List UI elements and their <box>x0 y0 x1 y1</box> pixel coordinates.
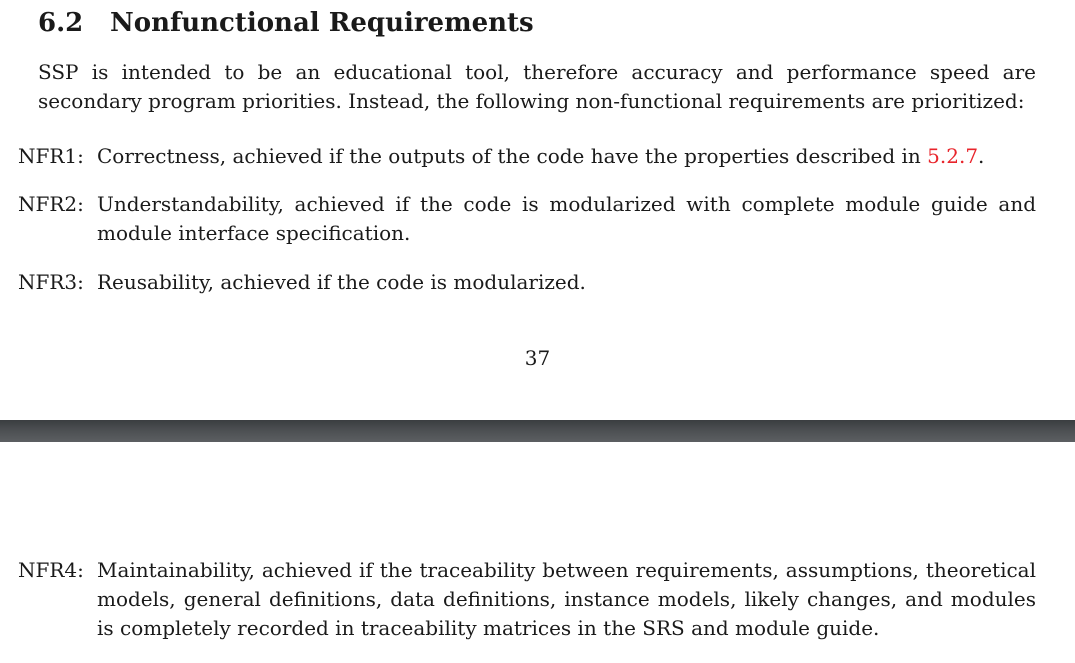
section-heading <box>38 8 534 38</box>
requirement-label: NFR1: <box>18 144 84 168</box>
intro-paragraph: SSP is intended to be an educational tool, therefore accuracy and performance speed are secondary program priorities. Instead, the following non-functional requirements are prioritized: <box>38 60 1036 113</box>
requirement-text-after-link: . <box>978 144 985 168</box>
requirement-text: Reusability, achieved if the code is modularized. <box>97 270 586 294</box>
requirement-nfr4 <box>18 556 1036 643</box>
page-separator <box>0 420 1075 442</box>
requirement-text <box>97 142 1036 171</box>
requirement-label: NFR4: <box>18 558 84 582</box>
document-page-38 <box>0 442 1075 663</box>
requirement-label: NFR2: <box>18 192 84 216</box>
requirement-nfr3 <box>18 268 1036 297</box>
requirement-text: Understandability, achieved if the code is modularized with complete module guide and module interface specification. <box>97 192 1036 245</box>
section-number: 6.2 <box>38 8 84 38</box>
section-reference-link[interactable]: 5.2.7 <box>927 144 979 168</box>
page-number: 37 <box>524 346 551 370</box>
section-title: Nonfunctional Requirements <box>110 8 534 38</box>
requirement-nfr2 <box>18 190 1036 248</box>
requirement-text-before-link: Correctness, achieved if the outputs of the code have the properties described in <box>97 144 928 168</box>
requirement-label: NFR3: <box>18 270 84 294</box>
requirement-nfr1 <box>18 142 1036 171</box>
requirement-text: Maintainability, achieved if the traceability between requirements, assumptions, theoretical models, general definitions, data definitions, instance models, likely changes, and modules is completely recorded in traceability matrices in the SRS and module guide. <box>97 558 1036 640</box>
